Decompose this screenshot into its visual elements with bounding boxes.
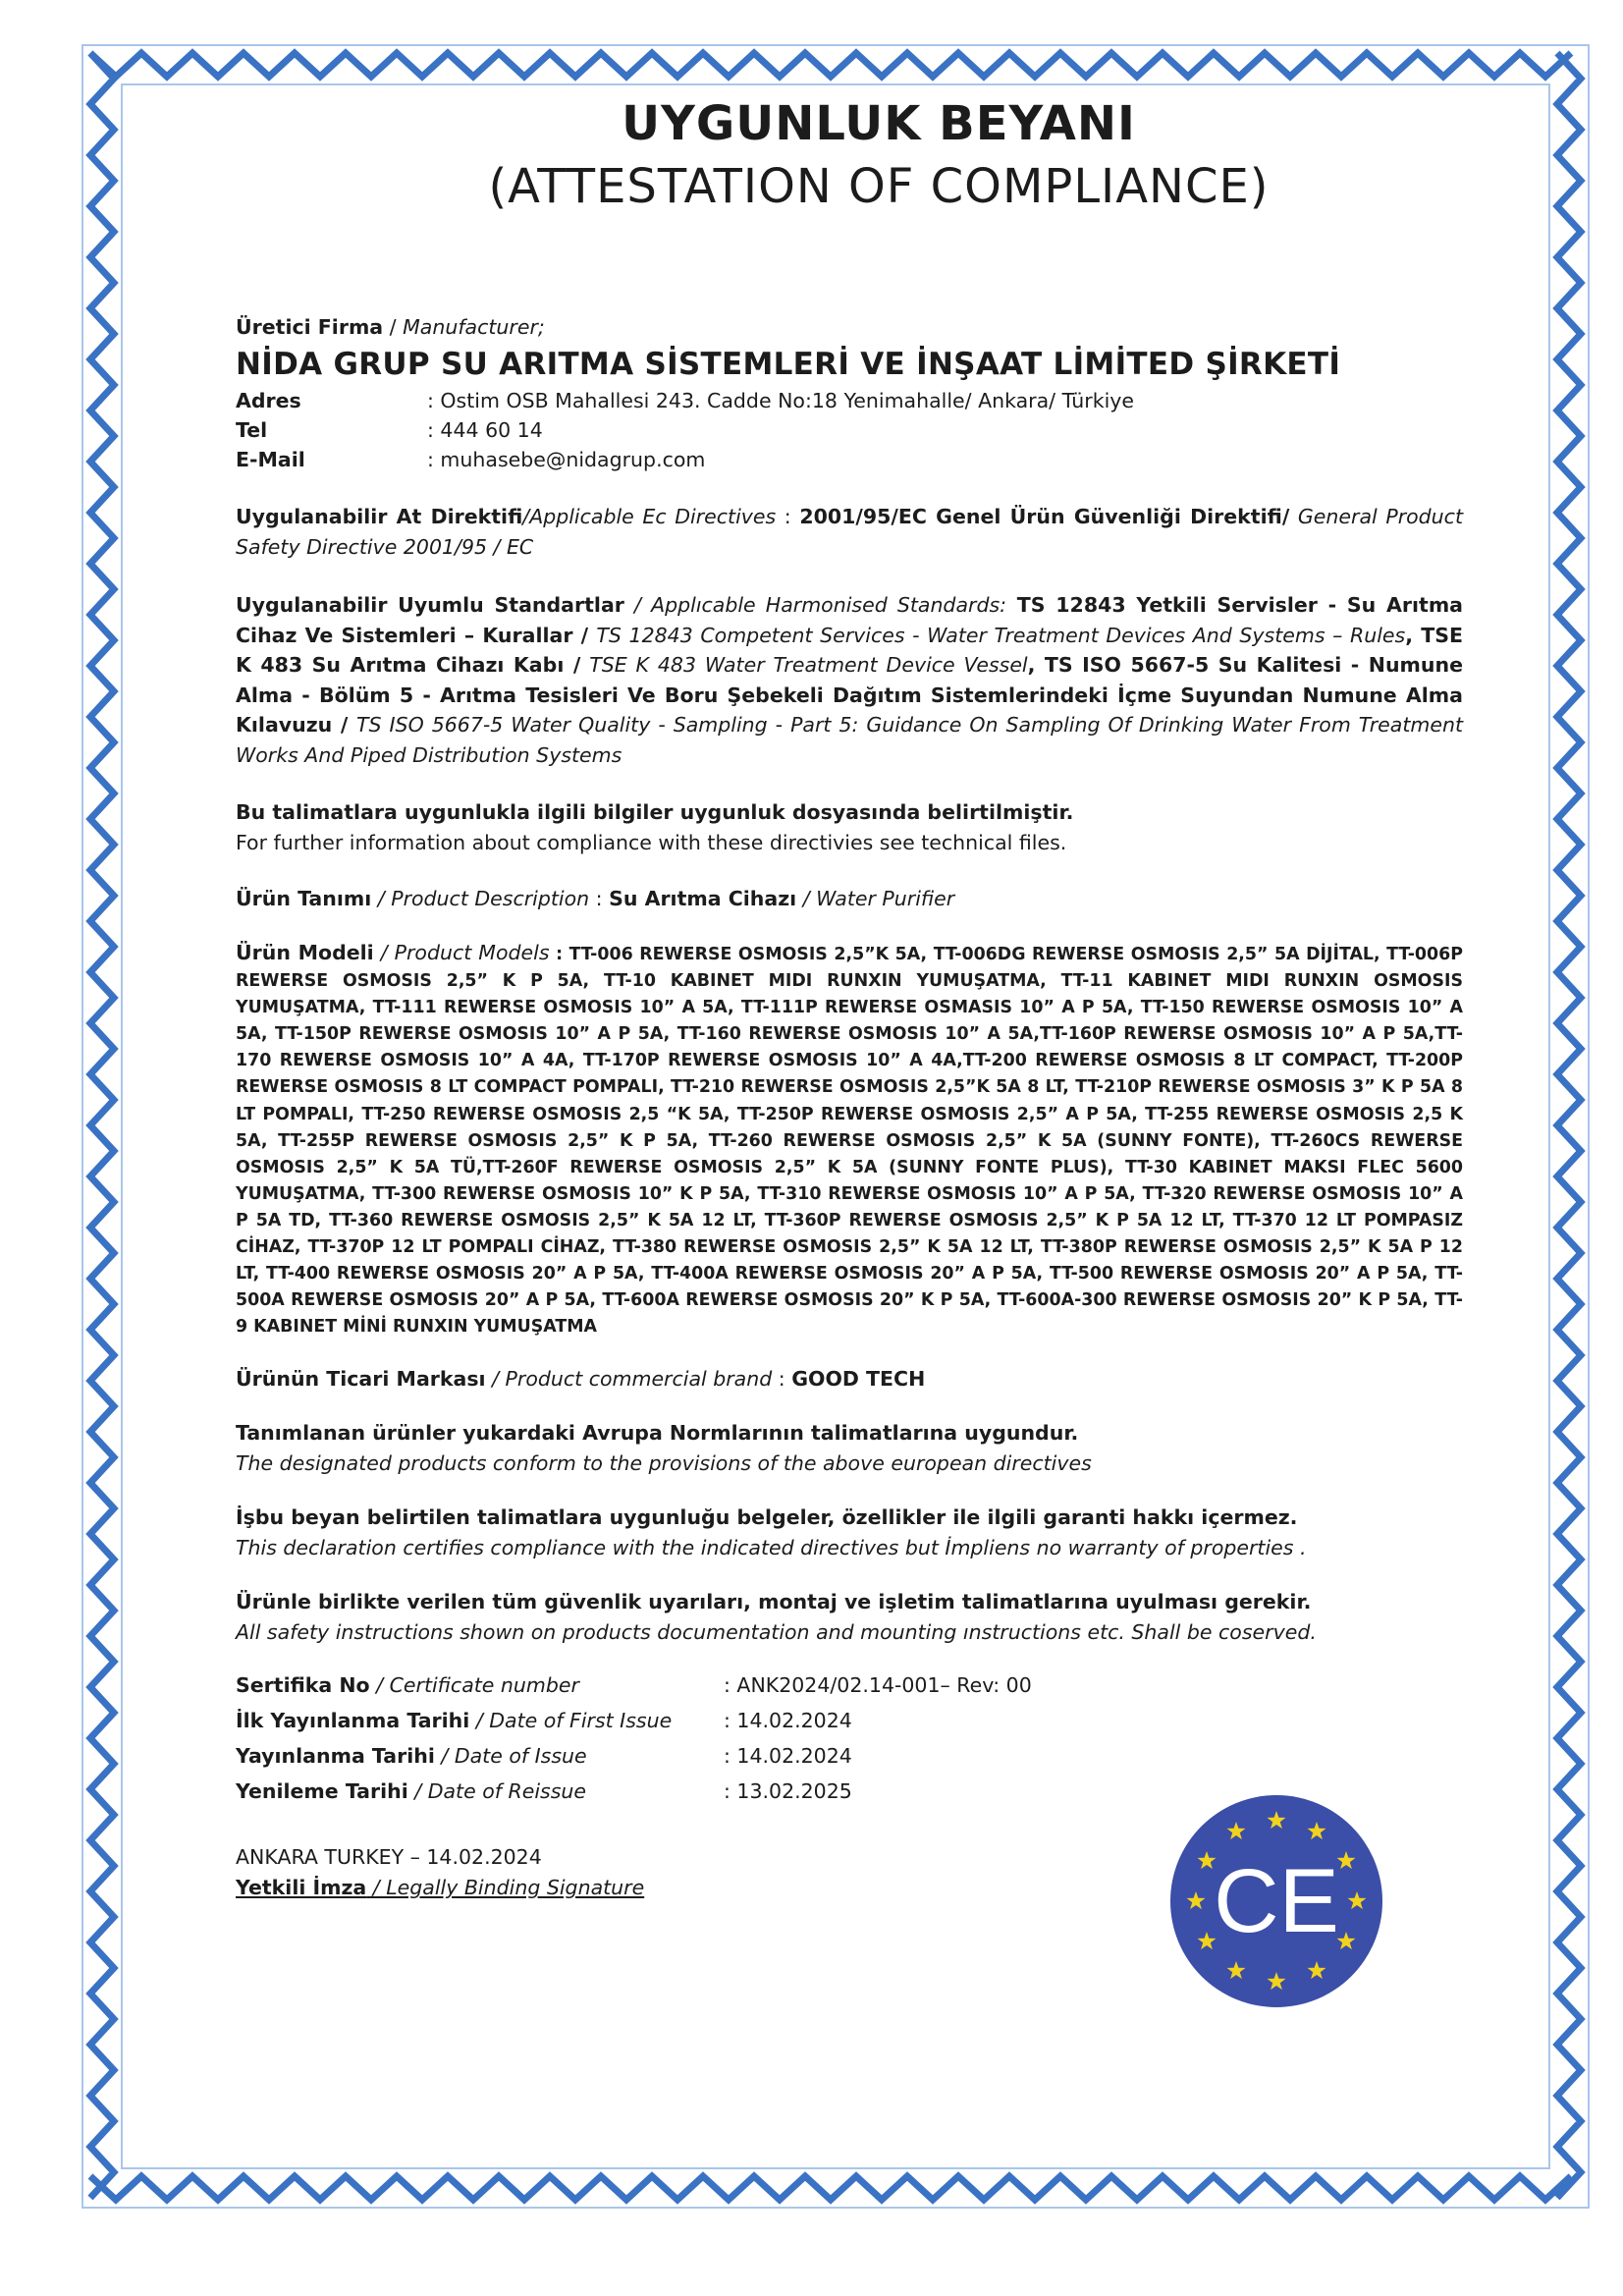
certificate-details bbox=[236, 1667, 1463, 1809]
info-section: Bu talimatlara uygunlukla ilgili bilgiler uygunluk dosyasında belirtilmiştir. For further information about compliance with these directivies see technical files. bbox=[236, 800, 1074, 854]
safety-section: Ürünle birlikte verilen tüm güvenlik uyarıları, montaj ve işletim talimatlarına uyulması gerekir. All safety instructions shown on products documentation and mounting ınstructions etc. Shall be coserved. bbox=[236, 1590, 1317, 1645]
email-row: E-Mail : muhasebe@nidagrup.com bbox=[236, 448, 706, 471]
address-row: Adres : Ostim OSB Mahallesi 243. Cadde No:18 Yenimahalle/ Ankara/ Türkiye bbox=[236, 389, 1135, 412]
manufacturer-section bbox=[236, 312, 1463, 474]
brand-section: Ürünün Ticari Markası / Product commercial brand : GOOD TECH bbox=[236, 1367, 926, 1392]
first-issue-row: İlk Yayınlanma Tarihi / Date of First Issue : 14.02.2024 bbox=[236, 1709, 852, 1733]
directive-section: Uygulanabilir At Direktifi/Applicable Ec Directives : 2001/95/EC Genel Ürün Güvenliği Direktifi/ General Product Safety Directive 2001/95 / EC bbox=[236, 505, 1463, 559]
product-section: Ürün Tanımı / Product Description : Su Arıtma Cihazı / Water Purifier bbox=[236, 887, 955, 910]
manufacturer-label: Üretici Firma / Manufacturer; bbox=[236, 315, 545, 339]
company-name: NİDA GRUP SU ARITMA SİSTEMLERİ VE İNŞAAT LİMİTED ŞİRKETİ bbox=[236, 347, 1341, 382]
standards-section: Uygulanabilir Uyumlu Standartlar / Applıcable Harmonised Standards: TS 12843 Yetkili Servisler - Su Arıtma Cihaz Ve Sistemleri – Kurallar / TS 12843 Competent Services - Water Treatment Devices And Systems – Rules, TSE K 483 Su Arıtma Cihazı Kabı / TSE K 483 Water Treatment Device Vessel, TS ISO 5667-5 Su Kalitesi - Numune Alma - Bölüm 5 - Arıtma Tesisleri Ve Boru Şebekeli Dağıtım Sistemlerindeki İçme Suyundan Numune Alma Kılavuzu / TS ISO 5667-5 Water Quality - Sampling - Part 5: Guidance On Sampling Of Drinking Water From Treatment Works And Piped Distribution Systems bbox=[236, 593, 1464, 767]
tel-row: Tel : 444 60 14 bbox=[236, 418, 543, 442]
product-models-section: Ürün Modeli / Product Models : TT-006 REWERSE OSMOSIS 2,5”K 5A, TT-006DG REWERSE OSMOSIS 2,5” 5A DİJİTAL, TT-006P REWERSE OSMOSIS 2,5” K P 5A, TT-10 KABINET MIDI RUNXIN YUMUŞATMA, TT-11 KABINET MIDI RUNXIN OSMOSIS YUMUŞATMA, TT-111 REWERSE OSMOSIS 10” A 5A, TT-111P REWERSE OSMASIS 10” A P 5A, TT-150 REWERSE OSMOSIS 10” A 5A, TT-150P REWERSE OSMOSIS 10” A P 5A, TT-160 REWERSE OSMOSIS 10” A 5A,TT-160P REWERSE OSMOSIS 10” A P 5A,TT-170 REWERSE OSMOSIS 10” A 4A, TT-170P REWERSE OSMOSIS 10” A 4A,TT-200 REWERSE OSMOSIS 8 LT COMPACT, TT-200P REWERSE OSMOSIS 8 LT COMPACT POMPALI, TT-210 REWERSE OSMOSIS 2,5”K 5A 8 LT, TT-210P REWERSE OSMOSIS 3” K P 5A 8 LT POMPALI, TT-250 REWERSE OSMOSIS 2,5 “K 5A, TT-250P REWERSE OSMOSIS 2,5” A P 5A, TT-255 REWERSE OSMOSIS 2,5 K 5A, TT-255P REWERSE OSMOSIS 2,5” K P 5A, TT-260 REWERSE OSMOSIS 2,5” K 5A (SUNNY FONTE), TT-260CS REWERSE OSMOSIS 2,5” K 5A TÜ,TT-260F REWERSE OSMOSIS 2,5” K 5A (SUNNY FONTE PLUS), TT-30 KABINET MAKSI FLEC 5600 YUMUŞATMA, TT-300 REWERSE OSMOSIS 10” K P 5A, TT-310 REWERSE OSMOSIS 10” A P 5A, TT-320 REWERSE OSMOSIS 10” A P 5A TD, TT-360 REWERSE OSMOSIS 2,5” K 5A 12 LT, TT-360P REWERSE OSMOSIS 2,5” K P 5A 12 LT, TT-370 12 LT POMPASIZ CİHAZ, TT-370P 12 LT POMPALI CİHAZ, TT-380 REWERSE OSMOSIS 2,5” K 5A 12 LT, TT-380P REWERSE OSMOSIS 2,5” K 5A P 12 LT, TT-400 REWERSE OSMOSIS 20” A P 5A, TT-400A REWERSE OSMOSIS 20” A P 5A, TT-500 REWERSE OSMOSIS 20” A P 5A, TT-500A REWERSE OSMOSIS 20” A P 5A, TT-600A REWERSE OSMOSIS 20” K P 5A, TT-600A-300 REWERSE OSMOSIS 20” K P 5A, TT-9 KABINET MİNİ RUNXIN YUMUŞATMA bbox=[236, 941, 1463, 1338]
place-date: ANKARA TURKEY – 14.02.2024 bbox=[236, 1845, 542, 1870]
page-title: UYGUNLUK BEYANI bbox=[622, 96, 1136, 151]
certificate-number-row: Sertifika No / Certificate number : ANK2024/02.14-001– Rev: 00 bbox=[236, 1673, 1032, 1698]
page-subtitle: (ATTESTATION OF COMPLIANCE) bbox=[488, 159, 1270, 214]
conform-section: Tanımlanan ürünler yukardaki Avrupa Normlarının talimatlarına uygundur. The designated products conform to the provisions of the above european directives bbox=[236, 1421, 1092, 1476]
signature-label: Yetkili İmza / Legally Binding Signature bbox=[236, 1876, 645, 1900]
ce-mark-icon bbox=[1168, 1793, 1384, 2009]
reissue-row: Yenileme Tarihi / Date of Reissue : 13.02.2025 bbox=[236, 1779, 852, 1804]
certificate-body bbox=[236, 96, 1463, 1903]
warranty-section: İşbu beyan belirtilen talimatlara uygunluğu belgeler, özellikler ile ilgili garanti hakkı içermez. This declaration certifies compliance with the indicated directives but İmpliens no warranty of properties . bbox=[236, 1505, 1307, 1560]
ce-mark-text: CE bbox=[1214, 1851, 1339, 1951]
issue-row: Yayınlanma Tarihi / Date of Issue : 14.02.2024 bbox=[236, 1744, 852, 1769]
